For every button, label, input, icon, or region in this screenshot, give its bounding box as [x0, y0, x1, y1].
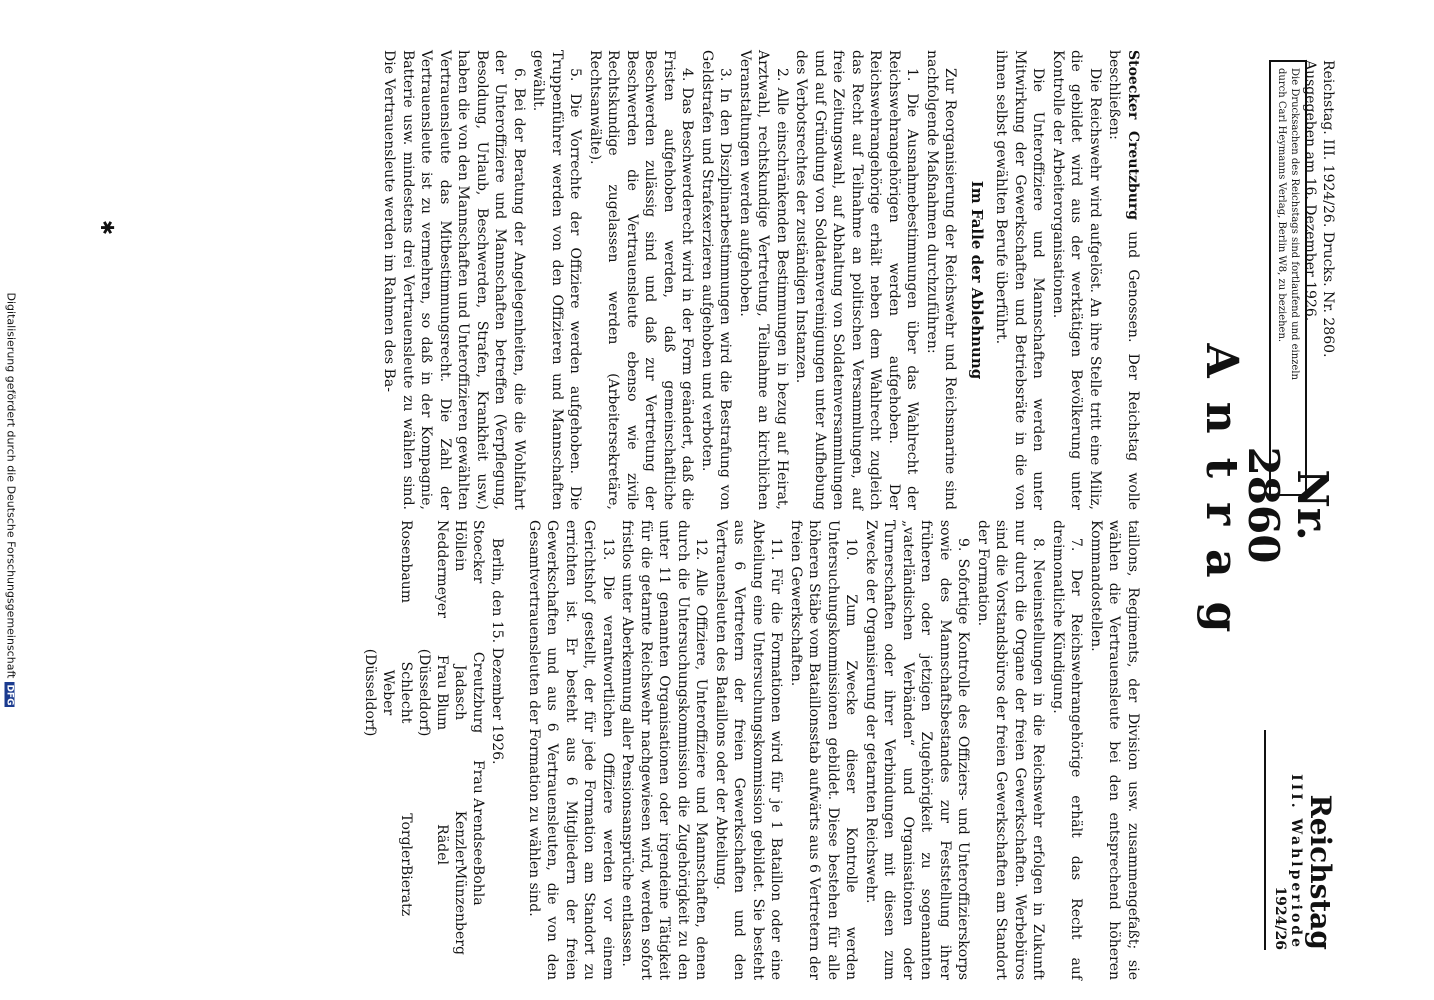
- signature-block: [361, 520, 507, 980]
- signatory: [415, 865, 451, 980]
- numbered-paragraph: 11. Für die Formationen wird für je 1 Bataillon oder eine Abteilung eine Untersuchungskommission gebildet. Sie besteht aus 6 Vertretern der freien Gewerkschaften und den Vertrauensleuten des Bataillons oder der Abteilung.: [713, 520, 785, 980]
- signatory: Rädel: [434, 824, 450, 865]
- signatory: Frau Arendsee: [470, 759, 486, 865]
- rotated-page: [77, 20, 1357, 980]
- section-heading: Im Falle der Ablehnung: [968, 180, 986, 380]
- signatory: Münzenberg: [452, 865, 468, 955]
- legislative-period: III. Wahlperiode: [1288, 774, 1304, 950]
- reichstag-header: [1264, 730, 1337, 950]
- paragraph: Die Unteroffiziere und Mannschaften werden unter Mitwirkung der Gewerkschaften und Betriebsräte in die von ihnen selbst gewählten Berufe überführt.: [993, 50, 1047, 510]
- signatory: [361, 520, 397, 635]
- signatory: Neddermeyer: [434, 520, 450, 618]
- signatory-row: [361, 520, 397, 980]
- signatory-row: [451, 520, 469, 980]
- numbered-paragraph: taillons, Regiments, der Division usw. zusammengefaßt; sie wählen die Vertrauensleute bei den entsprechend höheren Kommandostellen.: [1088, 520, 1141, 980]
- credit-line: [5, 0, 18, 1000]
- distribution-line: Die Drucksachen des Reichstags sind fortlaufend und einzeln: [1289, 68, 1300, 380]
- numbered-paragraph: 7. Der Reichswehrangehörige erhält das Recht auf dreimonatliche Kündigung.: [1050, 520, 1085, 980]
- motion-intro: [1105, 50, 1142, 510]
- signatory: Rosenbaum: [398, 520, 414, 604]
- numbered-paragraph: 12. Alle Offiziere, Unteroffiziere und Mannschaften, denen durch die Untersuchungskommission die Zugehörigkeit zu den unter 11 genannten Organisationen oder irgendeine Tätigkeit für die getarnte Reichswehr nachgewiesen wird, werden sofort fristlos unter Aberkennung aller Pensionsansprüche entlassen.: [619, 520, 710, 980]
- dfg-logo: DFG: [4, 684, 15, 706]
- signatory: Weber (Düsseldorf): [362, 648, 396, 737]
- header-rule: [1264, 730, 1266, 950]
- print-info: Reichstag. III. 1924/26. Drucks. Nr. 2860. Ausgegeben am 16. Dezember 1926.: [1302, 60, 1336, 358]
- document-number: Nr. 2860: [1239, 446, 1337, 564]
- numbered-paragraph: 8. Neueinstellungen in die Reichswehr erfolgen in Zukunft nur durch die Organe der freien Gewerkschaften. Werbebüros sind die Vorstandsbüros der freien Gewerkschaften am Standort der Formation.: [975, 520, 1047, 980]
- signatory: Torgler: [398, 813, 414, 865]
- numbered-paragraph: 10. Zum Zwecke dieser Kontrolle werden Untersuchungskommissionen gebildet. Diese bestehen für alle höheren Stäbe vom Bataillonsstab aufwärts aus 6 Vertretern der freien Gewerkschaften.: [788, 520, 860, 980]
- signatory: Kenzler: [452, 810, 468, 865]
- signatory: Höllein: [452, 520, 468, 572]
- motion-sponsors: Stoecker Creutzburg: [1125, 50, 1141, 221]
- numbered-paragraph: 6. Bei der Beratung der Angelegenheiten, die die Wohlfahrt der Unteroffiziere und Mannschaften betreffen (Verpflegung, Besoldung, Urlaub, Beschwerden, Strafen, Krankheit usw.) haben die von den Mannschaften und Unteroffizieren gewählten Vertrauensleute das Mitbestimmungsrecht. Die Zahl der Vertrauensleute ist zu vermehren, so daß in der Kompagnie, Batterie usw. mindestens drei Vertrauensleute zu wählen sind. Die Vertrauensleute werden im Rahmen des Ba-: [381, 50, 527, 510]
- distribution-line: durch Carl Heymanns Verlag, Berlin W8, zu beziehen.: [1276, 68, 1287, 343]
- period-years: 1924/26: [1272, 886, 1288, 950]
- paragraph: Die Reichswehr wird aufgelöst. An ihre Stelle tritt eine Miliz, die gebildet wird aus der werktätigen Bevölkerung unter Kontrolle der Arbeiterorganisationen.: [1050, 50, 1103, 510]
- left-column: [379, 50, 1142, 510]
- numbered-paragraph: 3. In den Disziplinarbestimmungen wird die Bestrafung von Geldstrafen und Strafexerzieren aufgehoben und verboten.: [699, 50, 734, 510]
- right-column: [361, 520, 1142, 980]
- signatory: Bohla: [470, 865, 486, 906]
- signatory: Stoecker: [470, 520, 486, 584]
- signatory: Schlecht: [398, 661, 414, 724]
- signatory: Jadasch: [452, 664, 468, 721]
- document-title: Antrag: [1196, 343, 1247, 657]
- signatory-row: [397, 520, 415, 980]
- numbered-paragraph: 1. Die Ausnahmebestimmungen über das Wahlrecht der Reichswehrangehörigen werden aufgehoben. Der Reichswehrangehörige erhält neben dem Wahlrecht zugleich das Recht auf Teilnahme an politischen Versammlungen, auf freie Zeitungswahl, auf Abhaltung von Soldatenversammlungen und auf Gründung von Soldatenvereinigungen unter Aufhebung des Verbotsrechtes der zuständigen Instanzen.: [793, 50, 921, 510]
- signing-date: Berlin, den 15. Dezember 1926.: [489, 538, 506, 765]
- signatory-row: [469, 520, 487, 980]
- section-intro: Zur Reorganisierung der Reichswehr und Reichsmarine sind nachfolgende Maßnahmen durchzuführen:: [924, 50, 959, 510]
- signatory: Creutzburg: [470, 651, 486, 734]
- printer-mark-icon: ✱: [96, 220, 117, 236]
- signatory: Bieratz: [398, 865, 414, 917]
- numbered-paragraph: 13. Die verantwortlichen Offiziere werden vor einem Gerichtshof gestellt, der für jede Formation am Standort zu errichten ist. Er besteht aus 6 Mitgliedern der freien Gewerkschaften und aus 6 Vertrauensleuten, die von den Gesamtvertrauensleuten der Formation zu wählen sind.: [526, 520, 616, 980]
- signatory: [361, 865, 397, 980]
- motion-intro-text: und Genossen. Der Reichstag wolle beschließen:: [1106, 50, 1141, 510]
- credit-text: Digitalisierung gefördert durch die Deutsche Forschungsgemeinschaft: [4, 292, 18, 679]
- digitization-credit: [4, 0, 18, 1000]
- reichstag-title: Reichstag: [1304, 794, 1337, 950]
- numbered-paragraph: 2. Alle einschränkenden Bestimmungen in bezug auf Heirat, Arztwahl, rechtskundige Vertretung, Teilnahme an kirchlichen Veranstaltungen werden aufgehoben.: [737, 50, 790, 510]
- signatory-row: [415, 520, 451, 980]
- numbered-paragraph: 5. Die Vorrechte der Offiziere werden aufgehoben. Die Truppenführer werden von den Offizieren und Mannschaften gewählt.: [530, 50, 584, 510]
- document: [77, 20, 1357, 980]
- numbered-paragraph: 9. Sofortige Kontrolle des Offiziers- und Unteroffizierskorps sowie des Mannschaftsbestandes zur Feststellung ihrer früheren oder jetzigen Zugehörigkeit zu sogenannten „vaterländischen Verbänden“ und Organisationen oder Turnerschaften oder ihrer Verbindungen mit diesen zum Zwecke der Organisierung der getarnten Reichswehr.: [863, 520, 972, 980]
- numbered-paragraph: 4. Das Beschwerderecht wird in der Form geändert, daß die Fristen aufgehoben werden, daß gemeinschaftliche Beschwerden zulässig sind und daß zur Vertretung der Beschwerden die Vertrauensleute ebenso wie zivile Rechtskundige zugelassen werden (Arbeitersekretäre, Rechtsanwälte).: [587, 50, 696, 510]
- signatory: Frau Blum (Düsseldorf): [416, 648, 450, 737]
- signatory: [361, 750, 397, 865]
